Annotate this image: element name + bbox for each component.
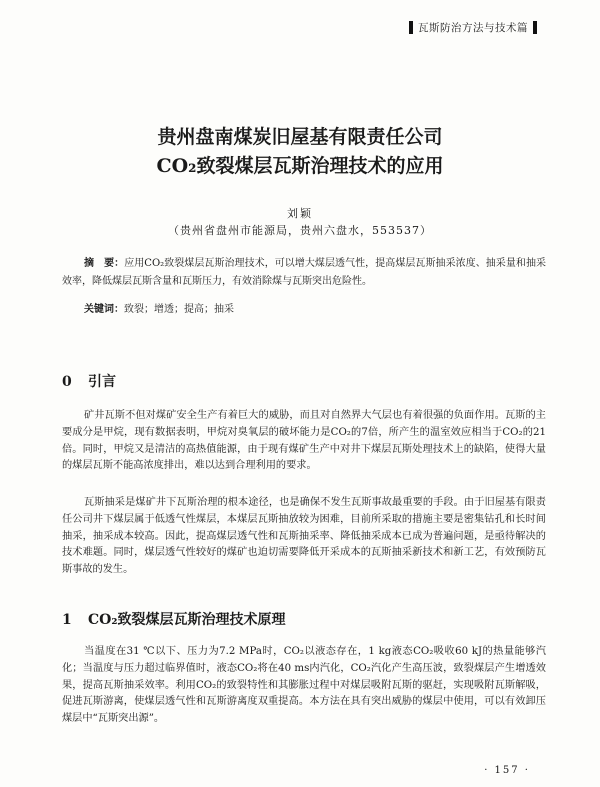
keywords-text: 致裂；增透；提高；抽采 [124, 304, 234, 315]
abstract [62, 255, 546, 291]
header-bar-right [533, 21, 537, 34]
abstract-label: 摘 要： [84, 258, 125, 269]
section-1-number: 1 [62, 612, 72, 628]
section-0-number: 0 [62, 374, 72, 390]
title-line-2: CO₂致裂煤层瓦斯治理技术的应用 [156, 155, 444, 177]
abstract-text: 应用CO₂致裂煤层瓦斯治理技术，可以增大煤层透气性，提高煤层瓦斯抽采浓度、抽采量和抽采效率，降低煤层瓦斯含量和瓦斯压力，有效消除煤与瓦斯突出危险性。 [62, 258, 547, 287]
section-1-title: CO₂致裂煤层瓦斯治理技术原理 [88, 612, 286, 628]
section-0-paragraph-1: 矿井瓦斯不但对煤矿安全生产有着巨大的威胁，而且对自然界大气层也有着很强的负面作用。瓦斯的主要成分是甲烷，现有数据表明，甲烷对臭氧层的破坏能力是CO₂的7倍，所产生的温室效应相当于CO₂的21倍。同时，甲烷又是清洁的高热值能源，由于现有煤矿生产中对井下煤层瓦斯处理技术上的缺陷，使得大量的煤层瓦斯不能高浓度排出，难以达到合理利用的要求。 [62, 410, 546, 472]
page-number: · 157 · [484, 765, 530, 776]
header-bar-left [409, 21, 413, 34]
title-line-1: 贵州盘南煤炭旧屋基有限责任公司 [157, 126, 443, 148]
keywords [84, 300, 234, 315]
section-0-heading [62, 371, 116, 391]
header-section-title: 瓦斯防治方法与技术篇 [418, 22, 528, 34]
affiliation: （贵州省盘州市能源局，贵州六盘水，553537） [168, 224, 432, 237]
section-1-heading [62, 609, 285, 629]
section-0-paragraph-2: 瓦斯抽采是煤矿井下瓦斯治理的根本途径，也是确保不发生瓦斯事故最重要的手段。由于旧屋基有限责任公司井下煤层属于低透气性煤层，本煤层瓦斯抽放较为困难，目前所采取的措施主要是密集钻孔和长时间抽采，抽采成本较高。因此，提高煤层透气性和瓦斯抽采率、降低抽采成本已成为普遍问题，是亟待解决的技术难题。同时，煤层透气性较好的煤矿也迫切需要降低开采成本的瓦斯抽采新技术和新工艺，有效预防瓦斯事故的发生。 [62, 497, 546, 576]
running-header [404, 20, 542, 35]
author: 刘颖 [287, 207, 313, 220]
keywords-label: 关键词： [84, 304, 124, 315]
section-1-paragraph-1: 当温度在31 ℃以下、压力为7.2 MPa时，CO₂以液态存在，1 kg液态CO₂吸收60 kJ的热量能够汽化；当温度与压力超过临界值时，液态CO₂将在40 ms内汽化，CO₂汽化产生高压波，致裂煤层产生增透效果，提高瓦斯抽采效率。利用CO₂的致裂特性和其膨胀过程中对煤层吸附瓦斯的驱赶，实现吸附瓦斯解吸，促进瓦斯游离，使煤层透气性和瓦斯游离度双重提高。本方法在具有突出威胁的煤层中使用，可以有效卸压煤层中“瓦斯突出源”。 [62, 646, 546, 725]
section-0-title: 引言 [88, 374, 116, 390]
